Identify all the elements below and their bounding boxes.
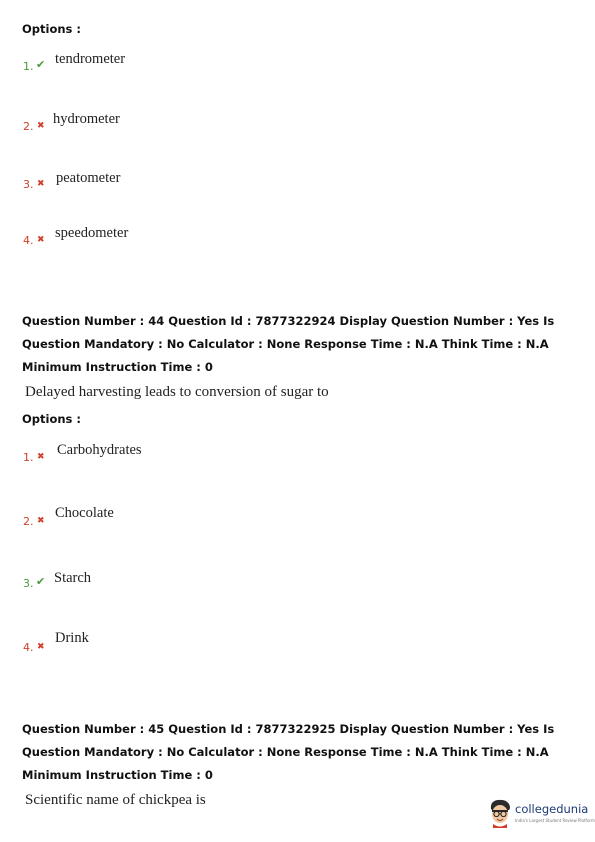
question-text: Scientific name of chickpea is — [25, 792, 206, 808]
question-meta: Question Number : 44 Question Id : 7877322924 Display Question Number : Yes Is Question Mandatory : No Calculator : None Response Time : N.A Think Time : N.A Minimum Instruction Time : 0 — [22, 314, 555, 374]
option-text: peatometer — [56, 170, 121, 186]
option-number: 3. — [23, 178, 34, 191]
collegedunia-logo — [488, 798, 595, 834]
option-text: Starch — [54, 570, 92, 586]
mascot-icon — [488, 798, 512, 828]
option-text: hydrometer — [53, 111, 120, 127]
check-icon: ✔ — [36, 58, 46, 71]
cross-icon: ✖ — [37, 452, 45, 462]
option-text: Carbohydrates — [57, 442, 142, 458]
option-text: Chocolate — [55, 505, 114, 521]
options-label: Options : — [22, 22, 81, 36]
cross-icon: ✖ — [37, 235, 45, 245]
option-number: 1. — [23, 451, 34, 464]
options-label: Options : — [22, 412, 81, 426]
logo-name: collegedunia — [515, 802, 589, 816]
option-number: 4. — [23, 641, 34, 654]
option-number: 2. — [23, 120, 34, 133]
option-number: 1. — [23, 60, 34, 73]
option-number: 4. — [23, 234, 34, 247]
option-text: speedometer — [55, 225, 129, 241]
question-meta: Question Number : 45 Question Id : 7877322925 Display Question Number : Yes Is Question Mandatory : No Calculator : None Response Time : N.A Think Time : N.A Minimum Instruction Time : 0 — [22, 722, 555, 782]
cross-icon: ✖ — [37, 642, 45, 652]
cross-icon: ✖ — [37, 121, 45, 131]
logo-tagline: India's Largest Student Review Platform — [515, 818, 595, 823]
cross-icon: ✖ — [37, 179, 45, 189]
question-text: Delayed harvesting leads to conversion of sugar to — [25, 384, 329, 400]
option-text: Drink — [55, 630, 89, 646]
option-number: 3. — [23, 577, 34, 590]
check-icon: ✔ — [36, 575, 46, 588]
option-number: 2. — [23, 515, 34, 528]
option-text: tendrometer — [55, 51, 126, 67]
cross-icon: ✖ — [37, 516, 45, 526]
